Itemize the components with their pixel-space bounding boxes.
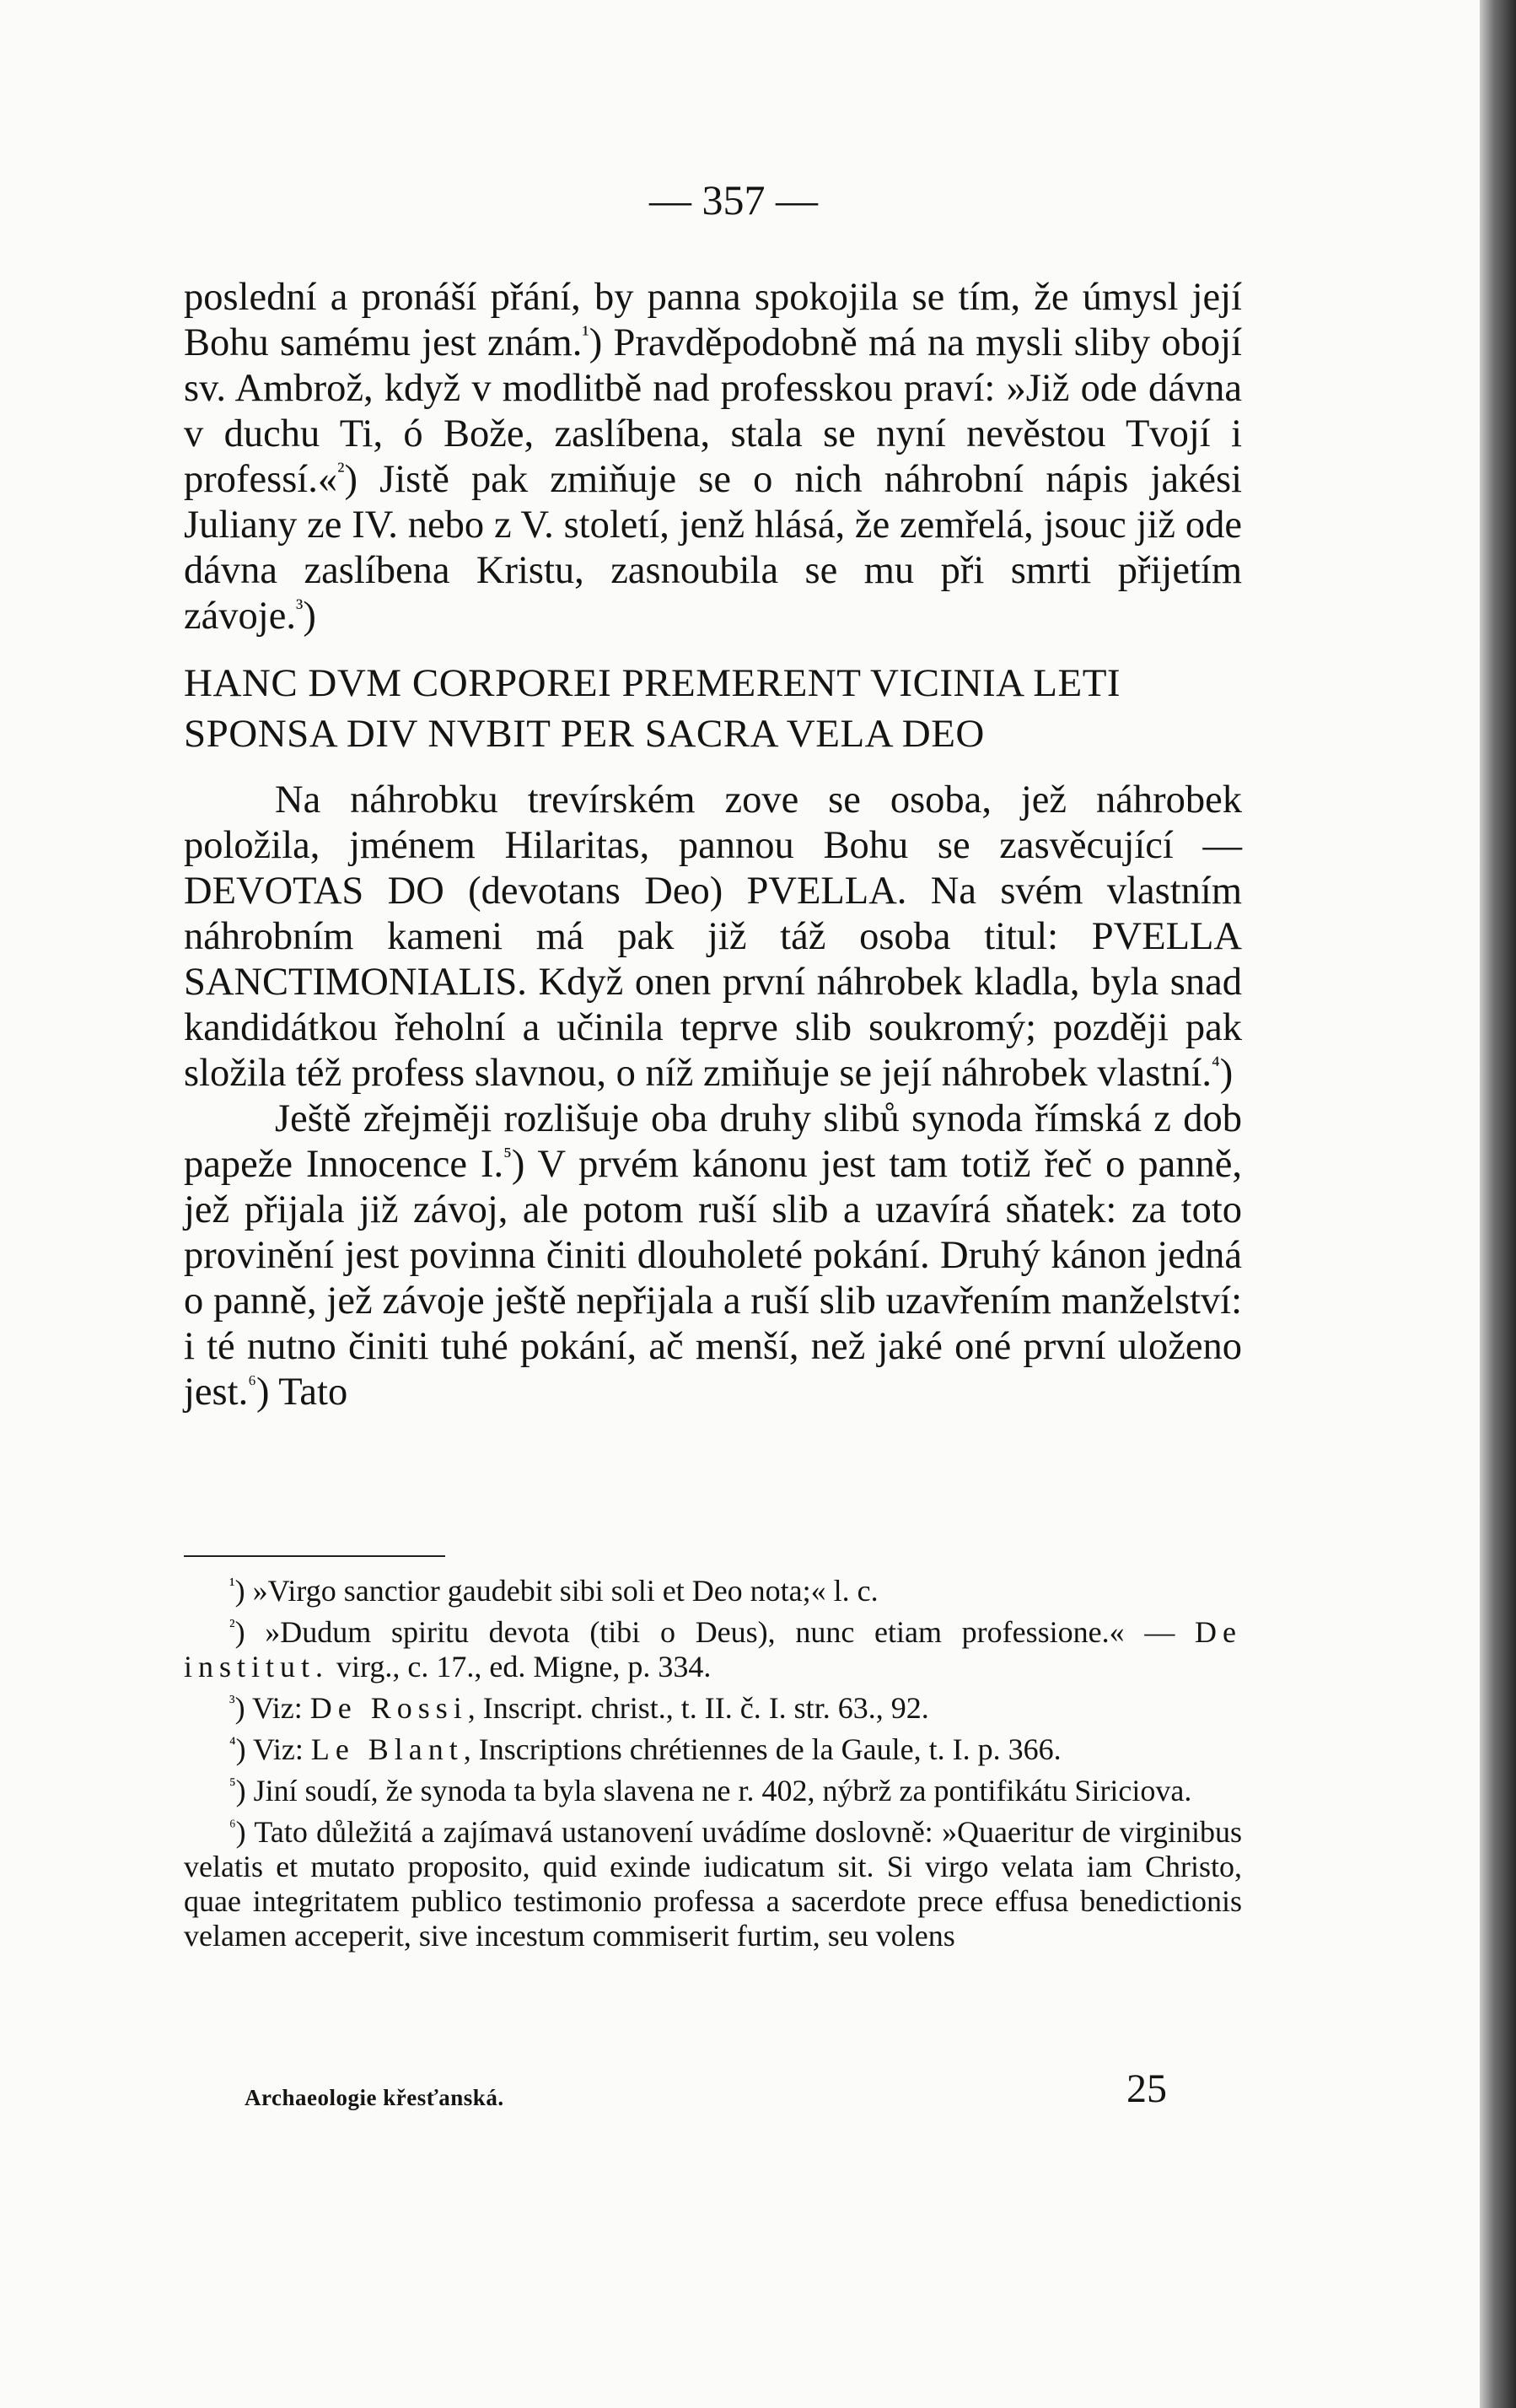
paragraph-2: Na náhrobku trevírském zove se osoba, jež náhrobek položila, jménem Hilaritas, pannou Bohu se zasvěcující — DEVOTAS DO (devotans Deo) PVELLA. Na svém vlastním náhrobním kameni má pak již táž osoba titul: PVELLA SANCTIMONIALIS. Když onen první náhrobek kladla, byla snad kandidátkou řeholní a učinila teprve slib soukromý; později pak složila též profess slavnou, o níž zmiňuje se její náhrobek vlastní.$^{^4}$) (184, 778, 1242, 1095)
main-text (184, 275, 1242, 1415)
signature-mark: Archaeologie křesťanská. (245, 2085, 504, 2110)
inscription-line-2: SPONSA DIV NVBIT PER SACRA VELA DEO (184, 712, 985, 756)
footnote-6: $^{^6}$) Tato důležitá a zajímavá ustanovení uvádíme doslovně: »Quaeritur de virginibus velatis et mutato proposito, quid exinde iudicatum sit. Si virgo velata iam Christo, quae integritatem publico testimonio professa a sacerdote prece effusa benedictionis velamen acceperit, sive incestum commiserit furtim, seu volens (184, 1815, 1242, 1953)
inscription-line-1: HANC DVM CORPOREI PREMERENT VICINIA LETI (184, 661, 1121, 705)
inscription (184, 658, 1242, 759)
paragraph-3: Ještě zřejměji rozlišuje oba druhy slibů synoda římská z dob papeže Innocence I.$^{^5}$) V prvém kánonu jest tam totiž řeč o panně, jež přijala již závoj, ale potom ruší slib a uzavírá sňatek: za toto provinění jest povinna činiti dlouholeté pokání. Druhý kánon jedná o panně, jež závoje ještě nepřijala a ruší slib uzavřením manželství: i té nutno činiti tuhé pokání, ač menší, než jaké oné první uloženo jest.$^{^6}$) Tato (184, 1097, 1242, 1414)
footnote-3: $^{^3}$) Viz: De Rossi, Inscript. christ., t. II. č. I. str. 63., 92. (229, 1691, 929, 1725)
footnote-divider (184, 1555, 445, 1557)
paragraph-1: poslední a pronáší přání, by panna spokojila se tím, že úmysl její Bohu samému jest znám.$^{^1}$) Pravděpodobně má na mysli sliby obojí sv. Ambrož, když v modlitbě nad professkou praví: »Již ode dávna v duchu Ti, ó Bože, zaslíbena, stala se nyní nevěstou Tvojí i professí.«$^{^2}$) Jistě pak zmiňuje se o nich náhrobní nápis jakési Juliany ze IV. nebo z V. století, jenž hlásá, že zemřelá, jsouc již ode dávna zaslíbena Kristu, zasnoubila se mu při smrti přijetím závoje.$^{^3}$) (184, 276, 1242, 638)
footnote-4: $^{^4}$) Viz: Le Blant, Inscriptions chrétiennes de la Gaule, t. I. p. 366. (229, 1732, 1062, 1766)
page-number: — 357 — (649, 176, 818, 224)
page-edge-shadow (1480, 0, 1516, 2408)
signature-number: 25 (1126, 2066, 1167, 2111)
footnote-ref-2: ² (337, 458, 345, 484)
footnote-ref-6: ⁶ (248, 1371, 256, 1397)
footnote-ref-3: ³ (295, 595, 304, 621)
footnote-2: $^{^2}$) »Dudum spiritu devota (tibi o Deus), nunc etiam professione.« — De institut. virg., c. 17., ed. Migne, p. 334. (184, 1615, 1242, 1683)
footnote-1: $^{^1}$) »Virgo sanctior gaudebit sibi soli et Deo nota;« l. c. (229, 1574, 879, 1608)
footnote-5: $^{^5}$) Jiní soudí, že synoda ta byla slavena ne r. 402, nýbrž za pontifikátu Siriciova. (229, 1774, 1192, 1807)
footnote-ref-1: ¹ (582, 321, 589, 347)
footnote-ref-4: ⁴ (1212, 1052, 1220, 1078)
footnotes (184, 1574, 1242, 1960)
footnote-ref-5: ⁵ (503, 1143, 512, 1169)
